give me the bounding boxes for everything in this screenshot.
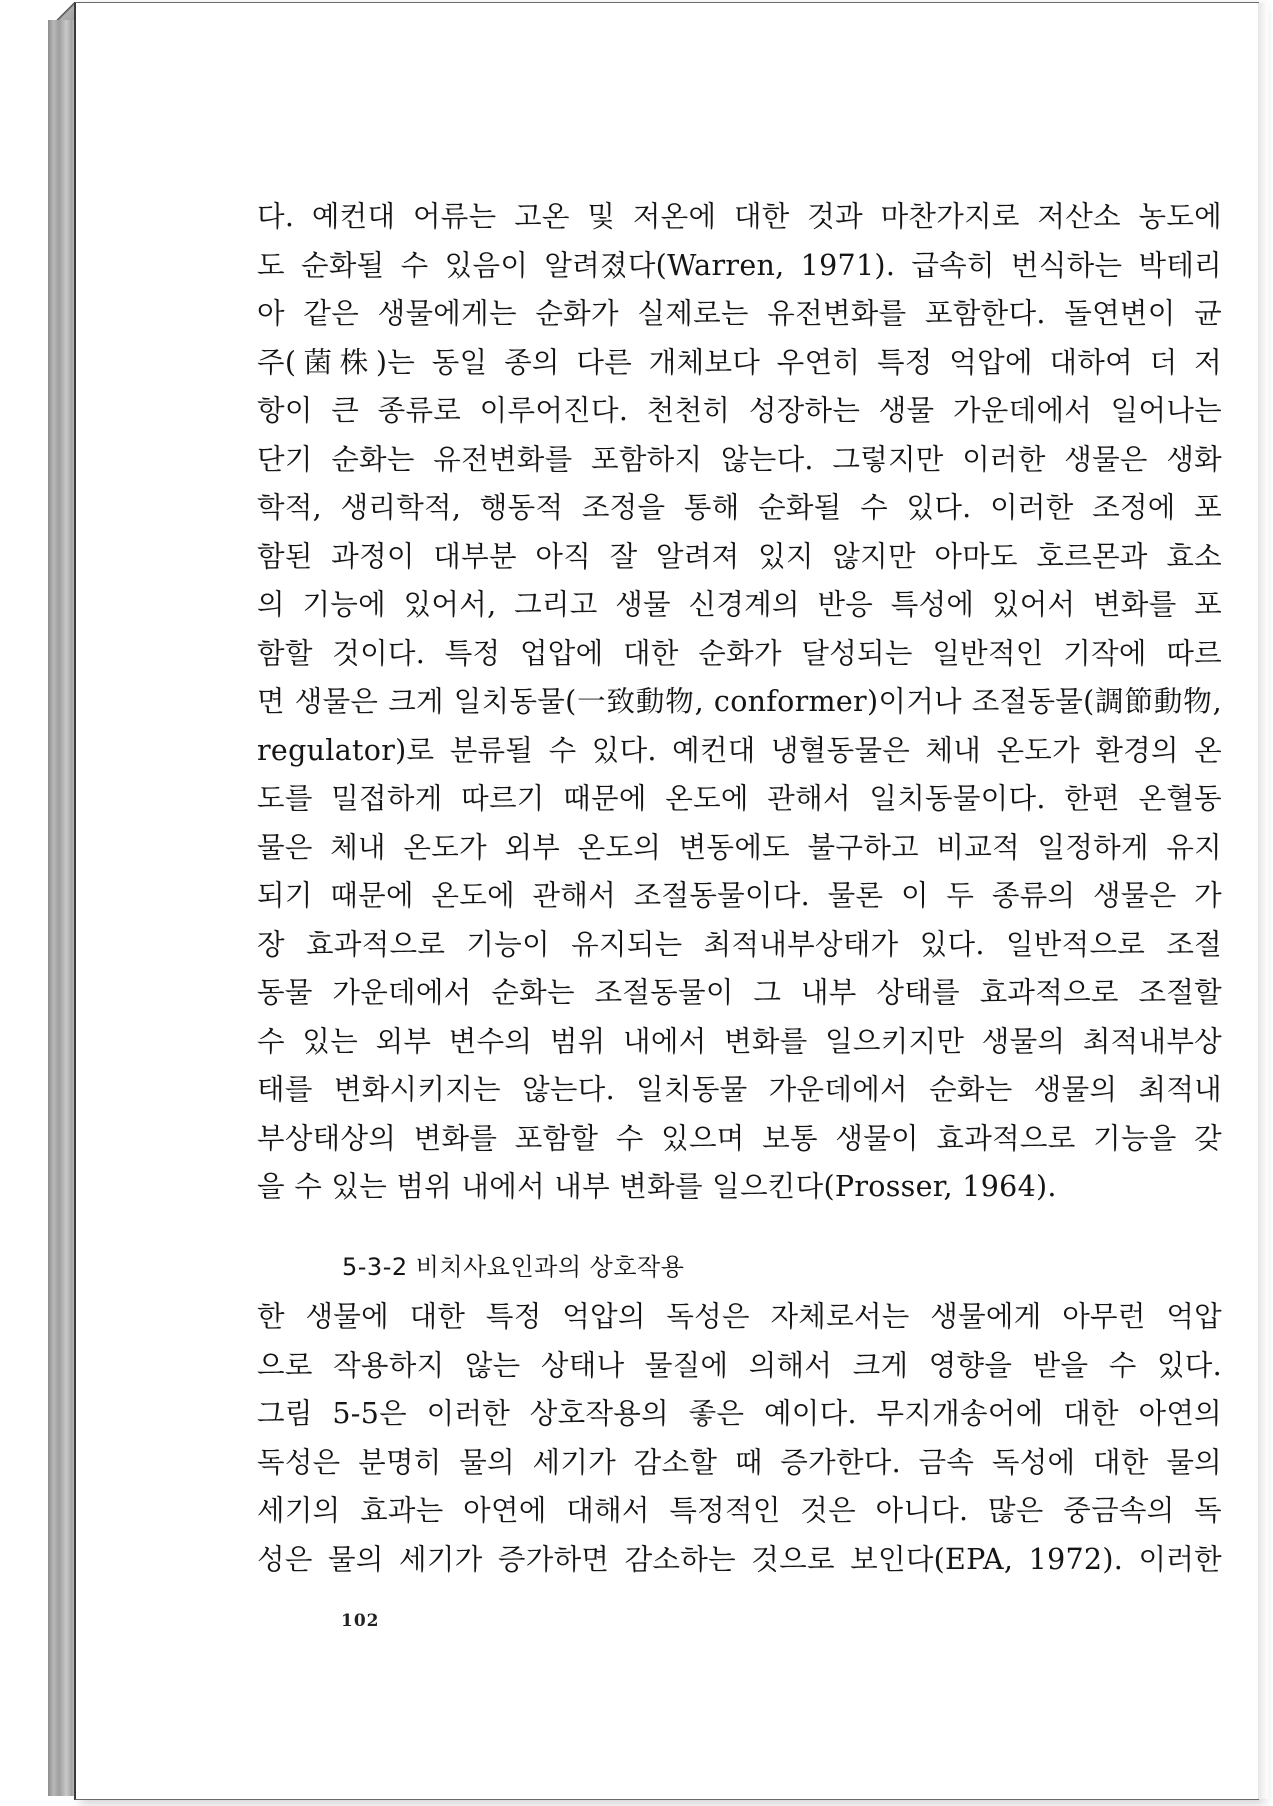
text-line: 의 기능에 있어서, 그리고 생물 신경계의 반응 특성에 있어서 변화를 포 xyxy=(257,588,1222,621)
text-line: 부상태상의 변화를 포함할 수 있으며 보통 생물이 효과적으로 기능을 갖 xyxy=(257,1121,1222,1155)
text-line: 을 수 있는 범위 내에서 내부 변화를 일으킨다(Prosser, 1964). xyxy=(257,1170,1057,1203)
text-line: 함된 과정이 대부분 아직 잘 알려져 있지 않지만 아마도 호르몬과 효소 xyxy=(257,539,1222,573)
section-paragraph xyxy=(257,1293,1222,1584)
book-page xyxy=(74,2,1259,1800)
text-line: 도를 밀접하게 따르기 때문에 온도에 관해서 일치동물이다. 한편 온혈동 xyxy=(257,782,1222,815)
text-line: 세기의 효과는 아연에 대해서 특정적인 것은 아니다. 많은 중금속의 독 xyxy=(257,1494,1222,1527)
text-line: 태를 변화시키지는 않는다. 일치동물 가운데에서 순화는 생물의 최적내 xyxy=(257,1073,1222,1106)
text-line: 독성은 분명히 물의 세기가 감소할 때 증가한다. 금속 독성에 대한 물의 xyxy=(257,1445,1222,1479)
page-stack-edge xyxy=(48,12,76,1796)
text-line: 면 생물은 크게 일치동물(一致動物, conformer)이거나 조절동물(調節動物, xyxy=(257,685,1222,718)
text-line: 수 있는 외부 변수의 범위 내에서 변화를 일으키지만 생물의 최적내부상 xyxy=(257,1024,1222,1058)
text-line: 주(菌株)는 동일 종의 다른 개체보다 우연히 특정 억압에 대하여 더 저 xyxy=(257,345,1222,379)
text-line: 으로 작용하지 않는 상태나 물질에 의해서 크게 영향을 받을 수 있다. xyxy=(257,1348,1222,1382)
page-number: 102 xyxy=(341,1611,380,1631)
text-line: 성은 물의 세기가 증가하면 감소하는 것으로 보인다(EPA, 1972). 이러한 xyxy=(257,1542,1222,1576)
text-line: 장 효과적으로 기능이 유지되는 최적내부상태가 있다. 일반적으로 조절 xyxy=(257,927,1222,961)
text-line: 다. 예컨대 어류는 고온 및 저온에 대한 것과 마찬가지로 저산소 농도에 xyxy=(257,200,1222,233)
body-paragraph xyxy=(257,193,1222,1212)
text-line: 학적, 생리학적, 행동적 조정을 통해 순화될 수 있다. 이러한 조정에 포 xyxy=(257,491,1222,524)
text-line: regulator)로 분류될 수 있다. 예컨대 냉혈동물은 체내 온도가 환경의 온 xyxy=(257,733,1222,767)
text-line: 도 순화될 수 있음이 알려졌다(Warren, 1971). 급속히 번식하는 박테리 xyxy=(257,248,1222,282)
text-line: 함할 것이다. 특정 업압에 대한 순화가 달성되는 일반적인 기작에 따르 xyxy=(257,636,1222,670)
section-heading: 5-3-2 비치사요인과의 상호작용 xyxy=(342,1253,685,1281)
book xyxy=(48,2,1258,1800)
text-line: 물은 체내 온도가 외부 온도의 변동에도 불구하고 비교적 일정하게 유지 xyxy=(257,830,1222,864)
text-line: 동물 가운데에서 순화는 조절동물이 그 내부 상태를 효과적으로 조절할 xyxy=(257,976,1222,1009)
text-line: 한 생물에 대한 특정 억압의 독성은 자체로서는 생물에게 아무런 억압 xyxy=(257,1300,1222,1333)
text-line: 항이 큰 종류로 이루어진다. 천천히 성장하는 생물 가운데에서 일어나는 xyxy=(257,394,1222,427)
text-line: 단기 순화는 유전변화를 포함하지 않는다. 그렇지만 이러한 생물은 생화 xyxy=(257,442,1222,476)
text-line: 되기 때문에 온도에 관해서 조절동물이다. 물론 이 두 종류의 생물은 가 xyxy=(257,879,1222,912)
text-line: 아 같은 생물에게는 순화가 실제로는 유전변화를 포함한다. 돌연변이 균 xyxy=(257,297,1222,330)
text-line: 그림 5-5은 이러한 상호작용의 좋은 예이다. 무지개송어에 대한 아연의 xyxy=(257,1397,1222,1430)
